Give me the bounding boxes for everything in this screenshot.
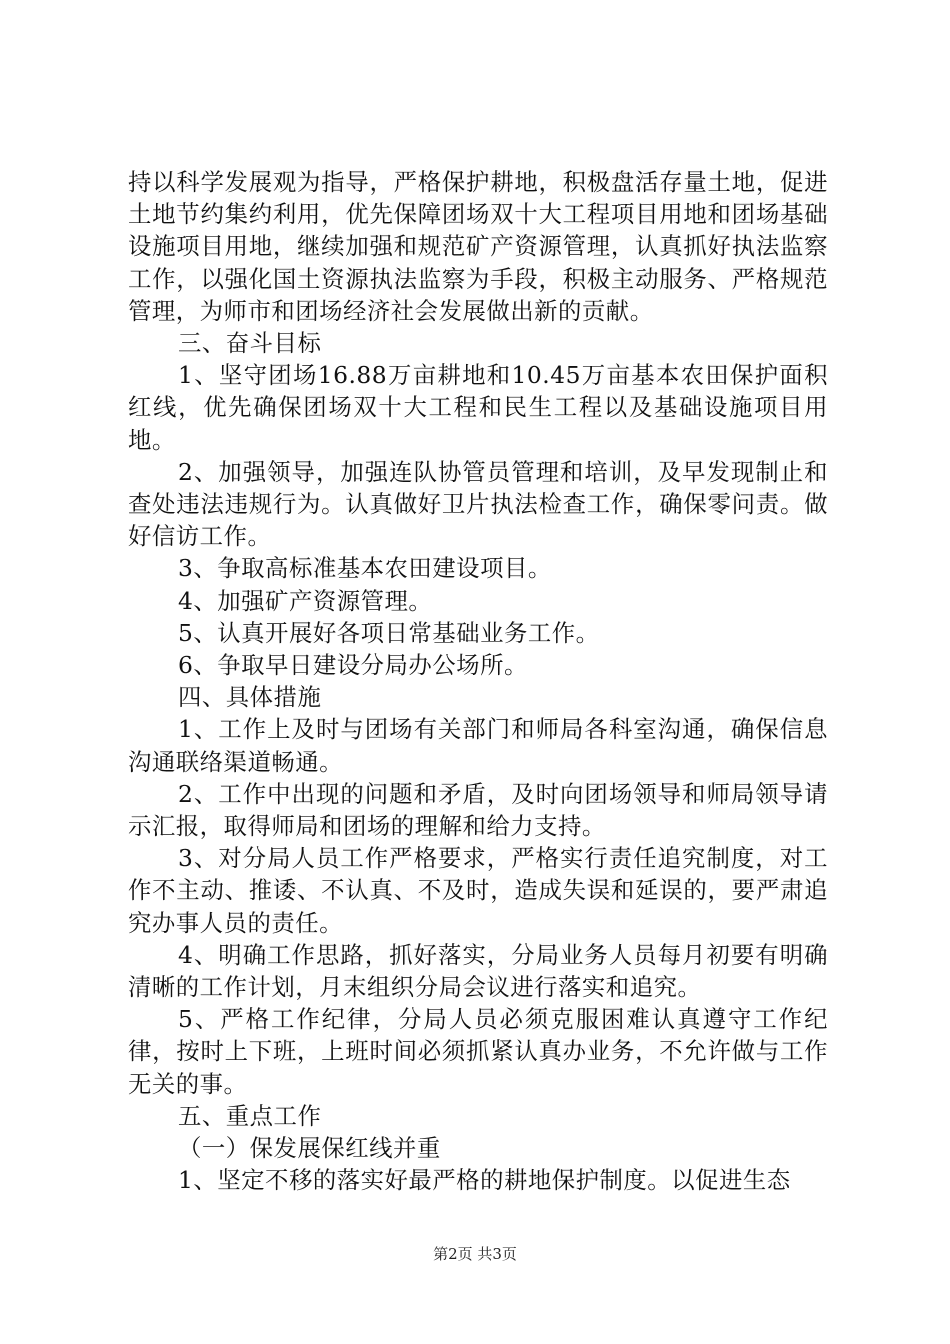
goal-item-4: 4、加强矿产资源管理。 [178,586,433,615]
subsection-heading-1: （一）保发展保红线并重 [178,1134,441,1163]
key-work-item-1: 1、坚定不移的落实好最严格的耕地保护制度。以促进生态 [178,1166,791,1195]
measure-item-1: 1、工作上及时与团场有关部门和师局各科室沟通，确保信息沟通联络渠道畅通。 [128,715,828,776]
goal-item-6: 6、争取早日建设分局办公场所。 [178,651,528,680]
goal-item-1: 1、坚守团场16.88万亩耕地和10.45万亩基本农田保护面积红线，优先确保团场双十大工程和民生工程以及基础设施项目用地。 [128,361,828,454]
section-heading-goals: 三、奋斗目标 [178,329,322,358]
body-paragraph-continuation: 持以科学发展观为指导，严格保护耕地，积极盘活存量土地，促进土地节约集约利用，优先保障团场双十大工程项目用地和团场基础设施项目用地，继续加强和规范矿产资源管理，认真抓好执法监察工作，以强化国土资源执法监察为手段，积极主动服务、严格规范管理，为师市和团场经济社会发展做出新的贡献。 [128,168,828,325]
measure-item-2: 2、工作中出现的问题和矛盾，及时向团场领导和师局领导请示汇报，取得师局和团场的理解和给力支持。 [128,779,828,841]
measure-item-3: 3、对分局人员工作严格要求，严格实行责任追究制度，对工作不主动、推诿、不认真、不及时，造成失误和延误的，要严肃追究办事人员的责任。 [128,844,828,937]
goal-item-2: 2、加强领导，加强连队协管员管理和培训，及早发现制止和查处违法违规行为。认真做好卫片执法检查工作，确保零问责。做好信访工作。 [128,457,828,551]
section-heading-key-work: 五、重点工作 [178,1101,322,1130]
section-heading-measures: 四、具体措施 [178,683,322,712]
goal-item-5: 5、认真开展好各项日常基础业务工作。 [178,618,600,647]
measure-item-5: 5、严格工作纪律，分局人员必须克服困难认真遵守工作纪律，按时上下班，上班时间必须抓紧认真办业务，不允许做与工作无关的事。 [128,1005,828,1098]
measure-item-4: 4、明确工作思路，抓好落实，分局业务人员每月初要有明确清晰的工作计划，月末组织分局会议进行落实和追究。 [128,940,828,1002]
document-body [128,166,828,1197]
page-footer: 第2页 共3页 [433,1245,517,1263]
goal-item-3: 3、争取高标准基本农田建设项目。 [178,554,552,583]
